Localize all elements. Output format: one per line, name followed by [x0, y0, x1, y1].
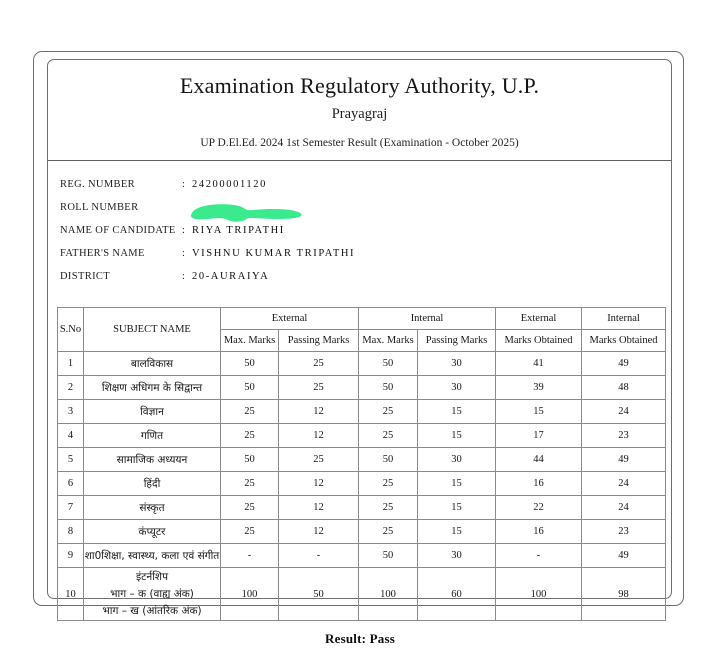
marks-table-head: [58, 308, 666, 352]
cell-int-obtained: 49: [582, 544, 666, 568]
cell-ext-pass: 50: [279, 568, 359, 621]
cell-sno: 7: [58, 496, 84, 520]
cell-subject: विज्ञान: [84, 400, 221, 424]
reg-number-value: 24200001120: [192, 179, 267, 190]
cell-int-pass: 30: [418, 376, 496, 400]
cell-ext-pass: 25: [279, 448, 359, 472]
cell-sno: 4: [58, 424, 84, 448]
cell-ext-obtained: 44: [496, 448, 582, 472]
detail-label: NAME OF CANDIDATE: [60, 225, 176, 236]
cell-ext-obtained: 22: [496, 496, 582, 520]
district-value: 20-AURAIYA: [192, 271, 270, 282]
table-row-internship: [58, 568, 666, 621]
candidate-details: [60, 179, 660, 294]
table-row: [58, 376, 666, 400]
detail-row-candidate-name: [60, 225, 660, 248]
cell-ext-pass: 12: [279, 400, 359, 424]
cell-ext-max: 25: [221, 520, 279, 544]
cell-int-obtained: 49: [582, 448, 666, 472]
cell-int-obtained: 48: [582, 376, 666, 400]
cell-ext-obtained: 41: [496, 352, 582, 376]
cell-subject: कंप्यूटर: [84, 520, 221, 544]
cell-subject: शिक्षण अधिगम के सिद्वान्त: [84, 376, 221, 400]
cell-int-max: 25: [359, 520, 418, 544]
cell-int-max: 25: [359, 424, 418, 448]
cell-ext-max: 25: [221, 472, 279, 496]
cell-ext-obtained: 100: [496, 568, 582, 621]
cell-ext-max: 50: [221, 352, 279, 376]
cell-ext-obtained: 17: [496, 424, 582, 448]
detail-row-roll-number: [60, 202, 660, 225]
detail-row-father-name: [60, 248, 660, 271]
cell-int-pass: 60: [418, 568, 496, 621]
exam-description: UP D.El.Ed. 2024 1st Semester Result (Examination - October 2025): [200, 136, 519, 149]
cell-subject: गणित: [84, 424, 221, 448]
cell-sno: 6: [58, 472, 84, 496]
column-header-int-obtained: Marks Obtained: [582, 330, 666, 352]
cell-ext-max: 25: [221, 424, 279, 448]
detail-label: REG. NUMBER: [60, 179, 136, 190]
column-header-ext-obtained: Marks Obtained: [496, 330, 582, 352]
table-row: [58, 424, 666, 448]
internship-title-line: इंटर्नशिप: [135, 570, 169, 583]
cell-subject: बालविकास: [84, 352, 221, 376]
detail-colon: :: [182, 271, 186, 282]
certificate-header: [48, 60, 671, 161]
cell-ext-max: 25: [221, 400, 279, 424]
cell-ext-max: 100: [221, 568, 279, 621]
column-header-int-max: Max. Marks: [359, 330, 418, 352]
cell-int-obtained: 98: [582, 568, 666, 621]
cell-int-pass: 30: [418, 448, 496, 472]
cell-sno: 3: [58, 400, 84, 424]
detail-label: ROLL NUMBER: [60, 202, 139, 213]
cell-subject: शा0शिक्षा, स्वास्थ्य, कला एवं संगीत: [84, 544, 221, 568]
result-status-text: Result: Pass: [325, 631, 395, 646]
cell-int-obtained: 23: [582, 520, 666, 544]
internship-part-a-line: भाग – क (वाह्य अंक): [110, 587, 194, 600]
detail-label: DISTRICT: [60, 271, 111, 282]
cell-ext-obtained: 39: [496, 376, 582, 400]
column-header-ext-pass: Passing Marks: [279, 330, 359, 352]
cell-int-max: 50: [359, 352, 418, 376]
column-header-ext-max: Max. Marks: [221, 330, 279, 352]
cell-int-pass: 15: [418, 424, 496, 448]
cell-int-pass: 30: [418, 352, 496, 376]
table-row: [58, 544, 666, 568]
column-header-subject: SUBJECT NAME: [84, 308, 221, 352]
page-title: Examination Regulatory Authority, U.P.: [179, 73, 540, 98]
cell-ext-pass: 12: [279, 496, 359, 520]
cell-int-max: 100: [359, 568, 418, 621]
cell-subject: हिंदी: [84, 472, 221, 496]
cell-sno: 8: [58, 520, 84, 544]
cell-ext-pass: 12: [279, 472, 359, 496]
cell-subject-internship: [84, 568, 221, 621]
cell-int-max: 25: [359, 496, 418, 520]
cell-ext-pass: 12: [279, 424, 359, 448]
cell-ext-obtained: -: [496, 544, 582, 568]
cell-ext-pass: 25: [279, 376, 359, 400]
cell-sno: 9: [58, 544, 84, 568]
detail-row-reg-number: [60, 179, 660, 202]
cell-ext-pass: 25: [279, 352, 359, 376]
marks-table-body: [58, 352, 666, 621]
detail-colon: :: [182, 179, 186, 190]
column-group-internal-max: Internal: [359, 308, 496, 330]
marks-table: [57, 307, 666, 621]
cell-int-obtained: 24: [582, 400, 666, 424]
cell-int-pass: 15: [418, 472, 496, 496]
detail-colon: :: [182, 225, 186, 236]
cell-subject: संस्कृत: [84, 496, 221, 520]
column-header-sno: S.No: [58, 308, 84, 352]
cell-sno: 2: [58, 376, 84, 400]
cell-int-max: 25: [359, 472, 418, 496]
cell-ext-pass: 12: [279, 520, 359, 544]
cell-sno: 10: [58, 568, 84, 621]
cell-ext-pass: -: [279, 544, 359, 568]
candidate-name-value: RIYA TRIPATHI: [192, 225, 285, 236]
table-row: [58, 520, 666, 544]
cell-int-obtained: 24: [582, 496, 666, 520]
table-row: [58, 472, 666, 496]
cell-ext-max: 25: [221, 496, 279, 520]
cell-ext-max: 50: [221, 448, 279, 472]
cell-int-max: 25: [359, 400, 418, 424]
column-group-external-obtained: External: [496, 308, 582, 330]
column-group-external-max: External: [221, 308, 359, 330]
cell-int-pass: 30: [418, 544, 496, 568]
column-header-int-pass: Passing Marks: [418, 330, 496, 352]
internship-part-b-line: भाग – ख (आंतरिक अंक): [102, 604, 202, 617]
cell-ext-obtained: 16: [496, 520, 582, 544]
detail-row-district: [60, 271, 660, 294]
cell-int-pass: 15: [418, 400, 496, 424]
table-row: [58, 352, 666, 376]
cell-ext-obtained: 15: [496, 400, 582, 424]
cell-ext-max: 50: [221, 376, 279, 400]
cell-sno: 5: [58, 448, 84, 472]
cell-int-max: 50: [359, 448, 418, 472]
table-row: [58, 496, 666, 520]
detail-label: FATHER'S NAME: [60, 248, 145, 259]
marks-table-container: [57, 307, 665, 621]
table-row: [58, 448, 666, 472]
cell-int-obtained: 24: [582, 472, 666, 496]
cell-int-obtained: 49: [582, 352, 666, 376]
roll-number-redaction-mark: [182, 202, 322, 222]
cell-ext-max: -: [221, 544, 279, 568]
cell-subject: सामाजिक अध्ययन: [84, 448, 221, 472]
cell-int-max: 50: [359, 376, 418, 400]
cell-sno: 1: [58, 352, 84, 376]
table-header-row-groups: [58, 308, 666, 330]
cell-int-max: 50: [359, 544, 418, 568]
father-name-value: VISHNU KUMAR TRIPATHI: [192, 248, 356, 259]
column-group-internal-obtained: Internal: [582, 308, 666, 330]
detail-colon: :: [182, 248, 186, 259]
cell-int-obtained: 23: [582, 424, 666, 448]
page-subtitle: Prayagraj: [331, 105, 388, 122]
cell-ext-obtained: 16: [496, 472, 582, 496]
cell-int-pass: 15: [418, 496, 496, 520]
cell-int-pass: 15: [418, 520, 496, 544]
table-row: [58, 400, 666, 424]
